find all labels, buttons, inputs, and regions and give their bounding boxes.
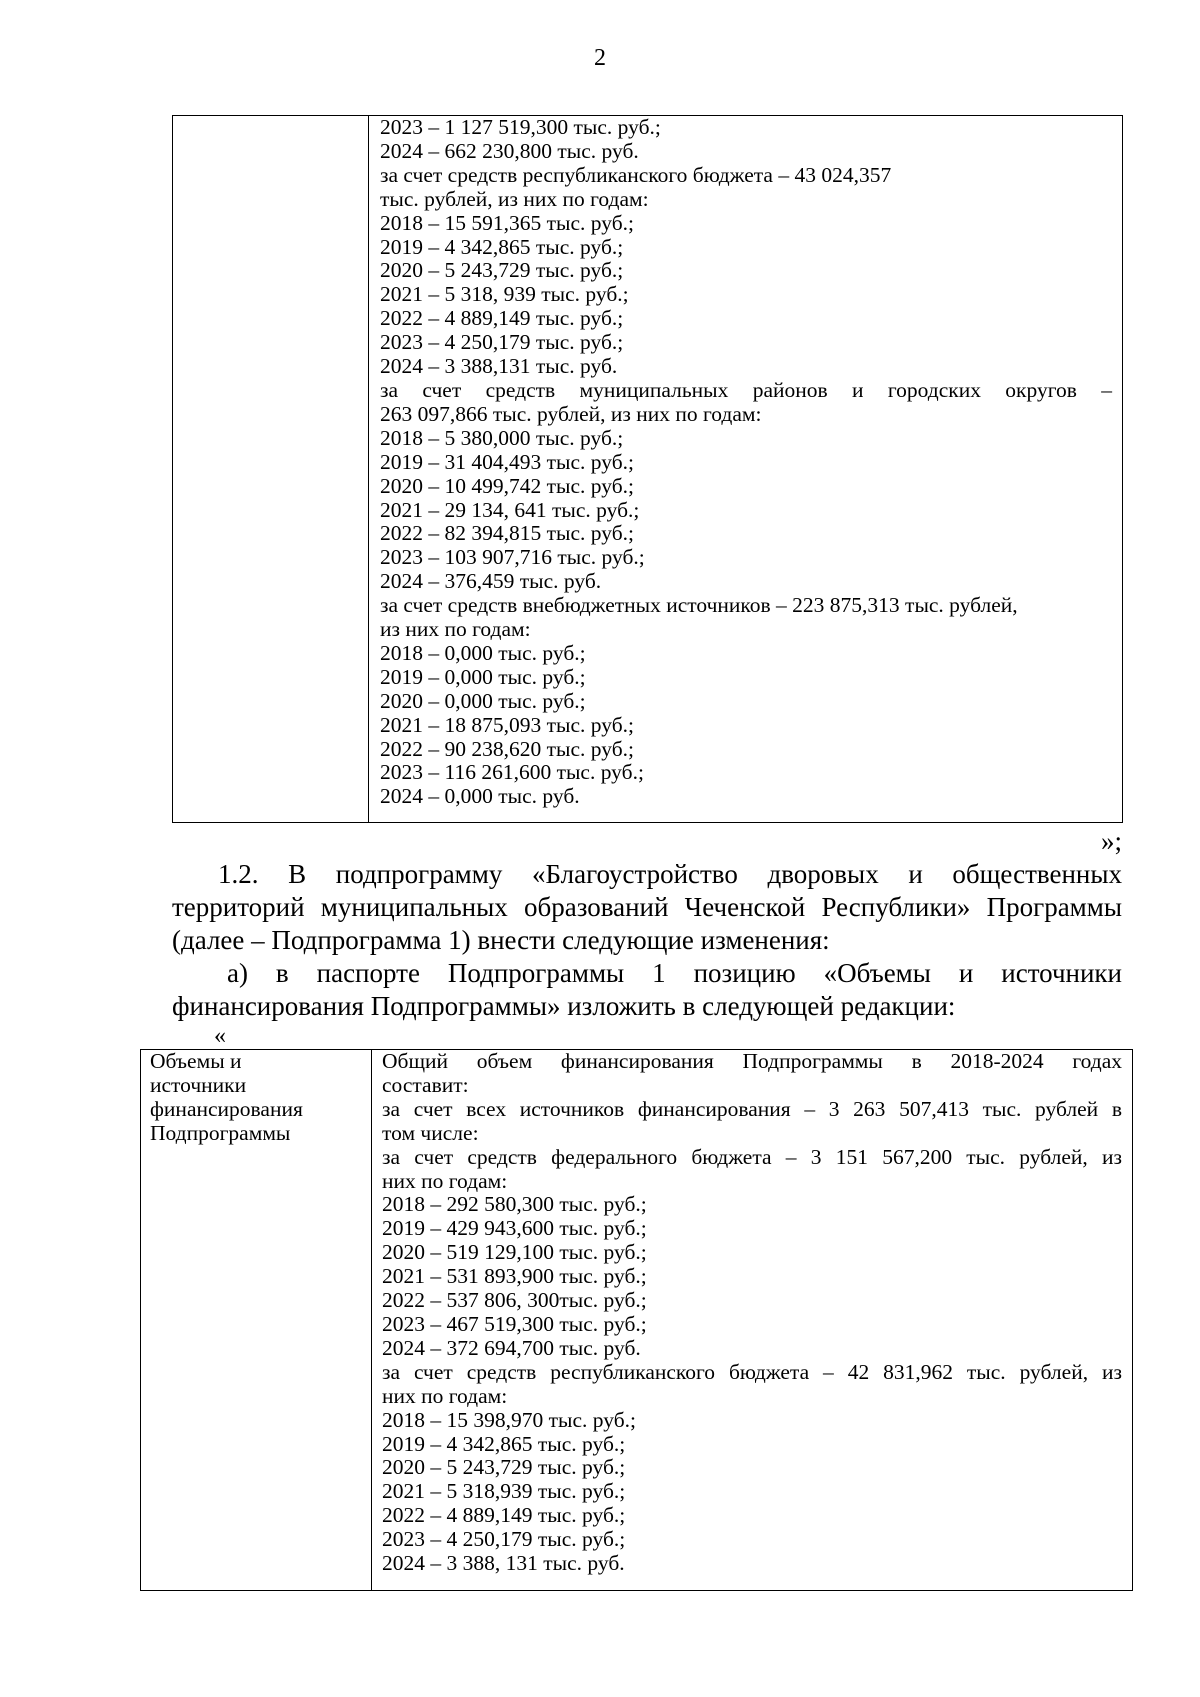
table-line: 2022 – 4 889,149 тыс. руб.; bbox=[380, 306, 624, 331]
subprogram-financing-table bbox=[140, 1049, 1133, 1591]
table-line: 2024 – 0,000 тыс. руб. bbox=[380, 784, 580, 809]
table-line: них по годам: bbox=[382, 1383, 508, 1408]
paragraph-line: (далее – Подпрограмма 1) внести следующие изменения: bbox=[172, 925, 830, 955]
table-line: 2018 – 15 591,365 тыс. руб.; bbox=[380, 210, 634, 235]
table-line: 2019 – 0,000 тыс. руб.; bbox=[380, 664, 586, 689]
column-divider bbox=[368, 116, 369, 822]
table-line: 2024 – 3 388,131 тыс. руб. bbox=[380, 354, 618, 379]
table-line: 2023 – 1 127 519,300 тыс. руб.; bbox=[380, 115, 661, 139]
paragraph-a bbox=[172, 957, 1122, 1023]
table-line: 263 097,866 тыс. рублей, из них по годам: bbox=[380, 401, 762, 426]
table-line: за счет средств республиканского бюджета – 43 024,357 bbox=[380, 162, 892, 187]
table-line: 2021 – 531 893,900 тыс. руб.; bbox=[382, 1264, 647, 1289]
table-line: том числе: bbox=[382, 1120, 479, 1145]
table-line: 2024 – 3 388, 131 тыс. руб. bbox=[382, 1551, 625, 1576]
table-line: 2024 – 372 694,700 тыс. руб. bbox=[382, 1335, 641, 1360]
financing-details-cell bbox=[380, 116, 1112, 809]
table-line: 2021 – 18 875,093 тыс. руб.; bbox=[380, 712, 634, 737]
table-line: 2019 – 31 404,493 тыс. руб.; bbox=[380, 449, 634, 474]
table-line: из них по годам: bbox=[380, 617, 531, 642]
table-line: за счет средств федерального бюджета – 3 151 567,200 тыс. рублей, из bbox=[382, 1144, 1122, 1169]
opening-quote: « bbox=[214, 1023, 226, 1049]
table-line: за счет всех источников финансирования – 3 263 507,413 тыс. рублей в bbox=[382, 1096, 1122, 1121]
table-line: 2020 – 0,000 тыс. руб.; bbox=[380, 688, 586, 713]
table-line: за счет средств муниципальных районов и городских округов – bbox=[380, 377, 1112, 402]
table-line: них по годам: bbox=[382, 1168, 508, 1193]
table-line: 2021 – 5 318,939 тыс. руб.; bbox=[382, 1479, 626, 1504]
table-line: 2020 – 5 243,729 тыс. руб.; bbox=[380, 258, 624, 283]
table-line: источники bbox=[150, 1072, 247, 1097]
table-line: Подпрограммы bbox=[150, 1120, 291, 1145]
table-line: 2018 – 5 380,000 тыс. руб.; bbox=[380, 425, 624, 450]
table-line: 2018 – 0,000 тыс. руб.; bbox=[380, 640, 586, 665]
table-line: 2023 – 467 519,300 тыс. руб.; bbox=[382, 1311, 647, 1336]
paragraph-1-2 bbox=[172, 858, 1122, 957]
table-line: 2023 – 4 250,179 тыс. руб.; bbox=[382, 1527, 626, 1552]
table-line: 2023 – 103 907,716 тыс. руб.; bbox=[380, 545, 645, 570]
table-line: Общий объем финансирования Подпрограммы в 2018-2024 годах bbox=[382, 1049, 1122, 1073]
table-line: 2020 – 10 499,742 тыс. руб.; bbox=[380, 473, 634, 498]
table-line: Объемы и bbox=[150, 1049, 242, 1073]
closing-quote: »; bbox=[1100, 826, 1122, 856]
table-line: 2021 – 29 134, 641 тыс. руб.; bbox=[380, 497, 640, 522]
table-line: 2020 – 5 243,729 тыс. руб.; bbox=[382, 1455, 626, 1480]
paragraph-line: территорий муниципальных образований Чеченской Республики» Программы bbox=[172, 892, 1122, 922]
table-line: финансирования bbox=[150, 1096, 303, 1121]
table-line: 2020 – 519 129,100 тыс. руб.; bbox=[382, 1240, 647, 1265]
table-line: 2019 – 4 342,865 тыс. руб.; bbox=[382, 1431, 626, 1456]
table-line: за счет средств республиканского бюджета – 42 831,962 тыс. рублей, из bbox=[382, 1359, 1122, 1384]
table-line: 2018 – 15 398,970 тыс. руб.; bbox=[382, 1407, 636, 1432]
paragraph-line: 1.2. В подпрограмму «Благоустройство дворовых и общественных bbox=[218, 859, 1122, 889]
financing-table-continuation bbox=[172, 115, 1123, 823]
table-line: тыс. рублей, из них по годам: bbox=[380, 186, 649, 211]
table-line: за счет средств внебюджетных источников – 223 875,313 тыс. рублей, bbox=[380, 593, 1018, 618]
position-name-cell bbox=[150, 1050, 365, 1146]
paragraph-line: а) в паспорте Подпрограммы 1 позицию «Объемы и источники bbox=[227, 958, 1122, 988]
table-line: 2022 – 90 238,620 тыс. руб.; bbox=[380, 736, 634, 761]
table-line: 2022 – 4 889,149 тыс. руб.; bbox=[382, 1503, 626, 1528]
table-line: 2024 – 662 230,800 тыс. руб. bbox=[380, 138, 639, 163]
table-line: 2022 – 537 806, 300тыс. руб.; bbox=[382, 1288, 647, 1313]
table-line: 2023 – 4 250,179 тыс. руб.; bbox=[380, 330, 624, 355]
table-line: 2019 – 4 342,865 тыс. руб.; bbox=[380, 234, 624, 259]
table-line: 2024 – 376,459 тыс. руб. bbox=[380, 569, 602, 594]
table-line: 2019 – 429 943,600 тыс. руб.; bbox=[382, 1216, 647, 1241]
paragraph-line: финансирования Подпрограммы» изложить в следующей редакции: bbox=[172, 991, 956, 1021]
financing-details-cell bbox=[382, 1050, 1122, 1576]
table-line: 2023 – 116 261,600 тыс. руб.; bbox=[380, 760, 644, 785]
column-divider bbox=[371, 1050, 372, 1590]
table-line: 2021 – 5 318, 939 тыс. руб.; bbox=[380, 282, 629, 307]
table-line: 2022 – 82 394,815 тыс. руб.; bbox=[380, 521, 634, 546]
table-line: 2018 – 292 580,300 тыс. руб.; bbox=[382, 1192, 647, 1217]
table-line: составит: bbox=[382, 1072, 469, 1097]
page-number: 2 bbox=[594, 45, 606, 71]
